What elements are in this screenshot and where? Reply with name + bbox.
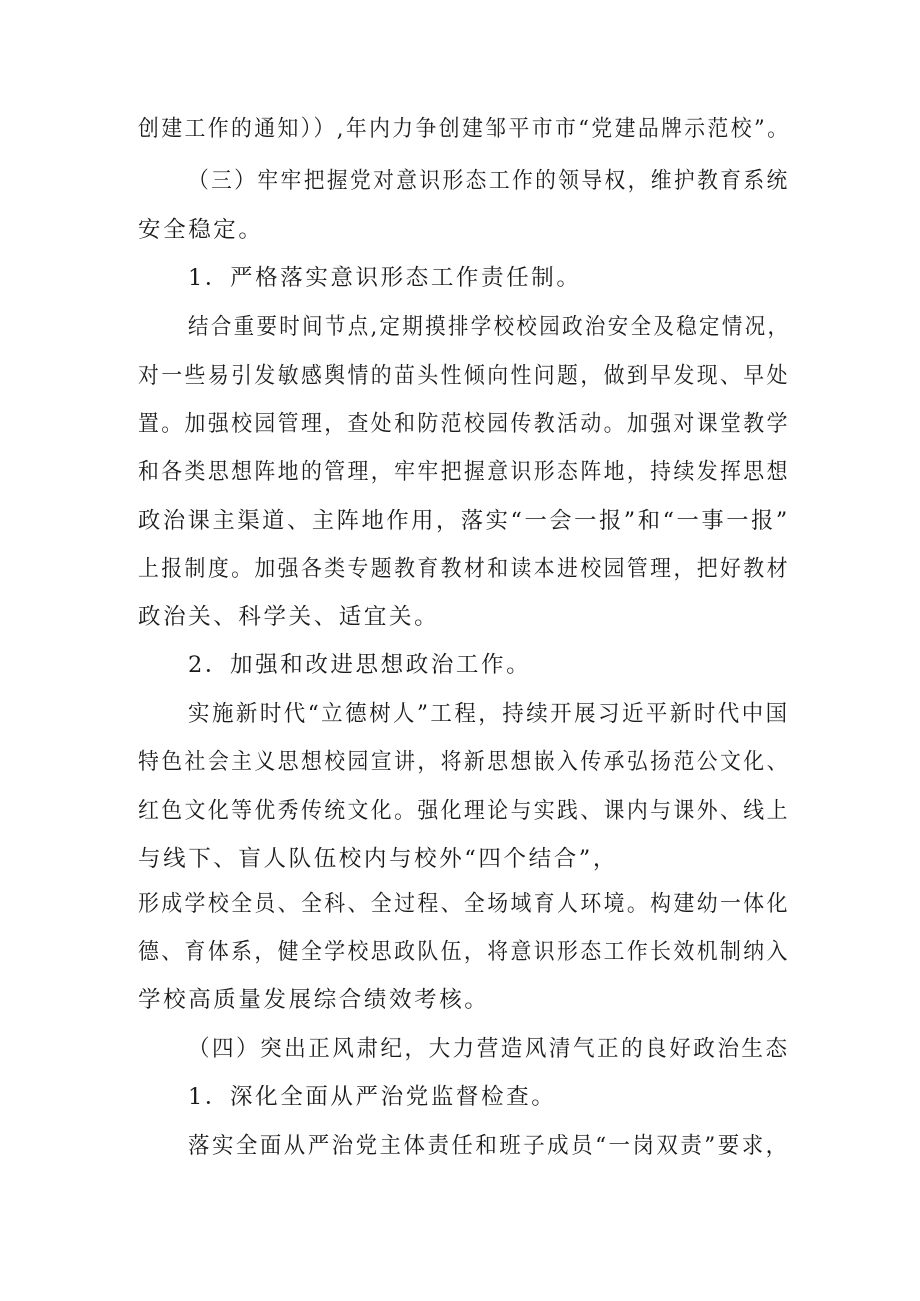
- text-line: 德、育体系，健全学校思政队伍，将意识形态工作长效机制纳入: [138, 939, 790, 965]
- text-line: 与线下、盲人队伍校内与校外“四个结合”，: [138, 846, 619, 872]
- paragraph-start: 落实全面从严治党主体责任和班子成员“一岗双责”要求，: [188, 1133, 790, 1159]
- section-heading: （四）突出正风肃纪，大力营造风清气正的良好政治生态: [188, 1036, 790, 1062]
- text-line: 形成学校全员、全科、全过程、全场域育人环境。构建幼一体化: [138, 891, 790, 917]
- text-line: 特色社会主义思想校园宣讲，将新思想嵌入传承弘扬范公文化、: [138, 749, 790, 775]
- text-line: 对一些易引发敏感舆情的苗头性倾向性问题，做到早发现、早处: [138, 363, 790, 389]
- text-line: 置。加强校园管理，查处和防范校园传教活动。加强对课堂教学: [138, 411, 790, 437]
- section-heading: （三）牢牢把握党对意识形态工作的领导权，维护教育系统: [188, 168, 790, 194]
- subsection-heading: 1．深化全面从严治党监督检查。: [188, 1084, 557, 1110]
- subsection-heading: 2．加强和改进思想政治工作。: [188, 652, 532, 678]
- text-line: 安全稳定。: [138, 217, 264, 243]
- text-line: 上报制度。加强各类专题教育教材和读本进校园管理，把好教材: [138, 556, 790, 582]
- text-line: 政治关、科学关、适宜关。: [138, 604, 440, 630]
- paragraph-start: 结合重要时间节点,定期摸排学校校园政治安全及稳定情况，: [188, 314, 791, 340]
- text-line: 学校高质量发展综合绩效考核。: [138, 987, 490, 1013]
- text-line: 政治课主渠道、主阵地作用，落实“一会一报”和“一事一报”: [138, 508, 790, 534]
- text-line: 和各类思想阵地的管理，牢牢把握意识形态阵地，持续发挥思想: [138, 459, 790, 485]
- text-line: 红色文化等优秀传统文化。强化理论与实践、课内与课外、线上: [138, 798, 790, 824]
- text-line: 创建工作的通知））,年内力争创建邹平市市“党建品牌示范校”。: [138, 116, 791, 142]
- subsection-heading: 1．严格落实意识形态工作责任制。: [188, 265, 582, 291]
- paragraph-start: 实施新时代“立德树人”工程，持续开展习近平新时代中国: [188, 701, 790, 727]
